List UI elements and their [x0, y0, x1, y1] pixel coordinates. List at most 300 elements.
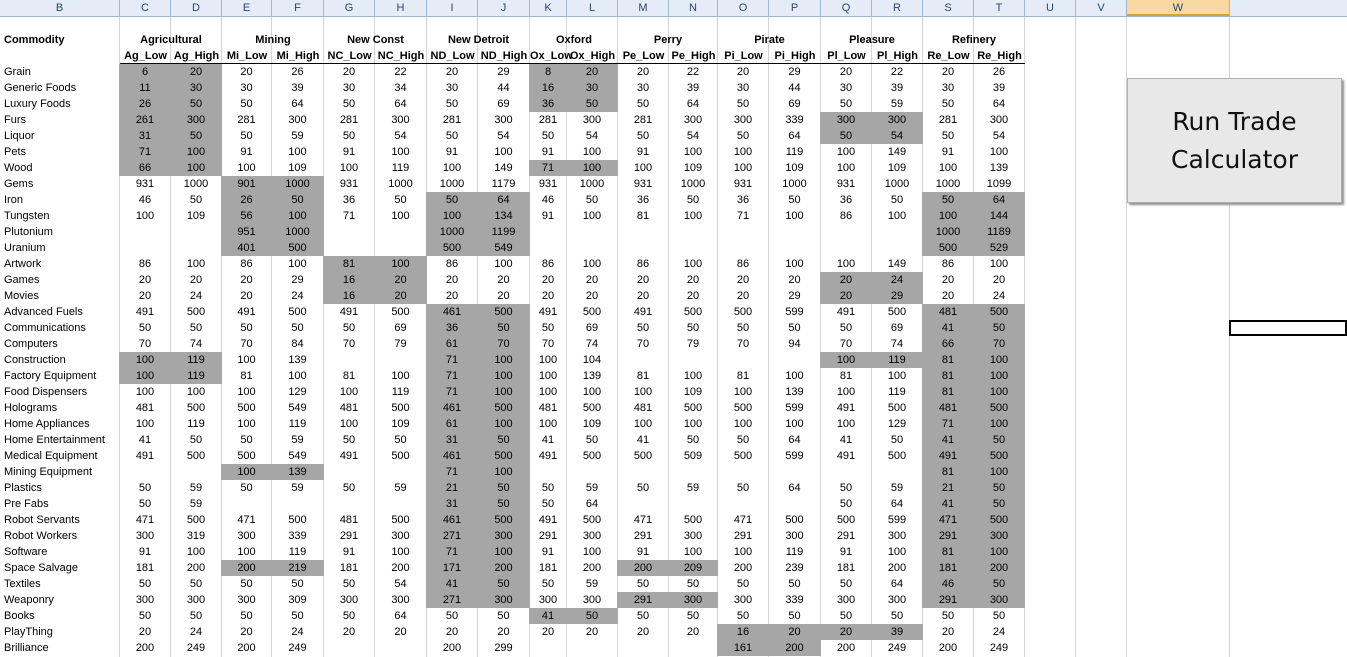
data-cell[interactable]: 119: [888, 386, 906, 398]
data-cell[interactable]: 50: [736, 610, 750, 622]
data-cell[interactable]: 599: [785, 450, 804, 462]
data-cell[interactable]: 491: [538, 514, 558, 526]
data-cell[interactable]: 20: [736, 66, 750, 78]
data-cell[interactable]: 300: [538, 594, 558, 606]
data-cell[interactable]: [323, 240, 375, 256]
data-cell[interactable]: 100: [887, 370, 907, 382]
data-cell[interactable]: 61: [426, 336, 478, 352]
data-cell[interactable]: 69: [394, 322, 407, 334]
group-header[interactable]: Pirate: [754, 34, 785, 46]
data-cell[interactable]: 50: [973, 496, 1025, 512]
data-cell[interactable]: 181: [922, 560, 974, 576]
data-cell[interactable]: 481: [922, 400, 974, 416]
data-cell[interactable]: 200: [221, 560, 272, 576]
data-cell[interactable]: 291: [922, 528, 974, 544]
data-cell[interactable]: 59: [291, 130, 304, 142]
data-cell[interactable]: 20: [768, 624, 821, 640]
data-cell[interactable]: 46: [541, 194, 555, 206]
data-cell[interactable]: 291: [733, 530, 753, 542]
data-cell[interactable]: 71: [736, 210, 750, 222]
data-cell[interactable]: 20: [497, 290, 510, 302]
data-cell[interactable]: 100: [922, 208, 974, 224]
data-cell[interactable]: 69: [585, 322, 599, 334]
data-cell[interactable]: 22: [890, 66, 904, 78]
data-cell[interactable]: 500: [271, 240, 324, 256]
column-header-F[interactable]: F: [272, 0, 324, 16]
data-cell[interactable]: 69: [497, 98, 510, 110]
data-cell[interactable]: 26: [221, 192, 272, 208]
data-cell[interactable]: 79: [394, 338, 407, 350]
data-cell[interactable]: 20: [138, 274, 152, 286]
data-cell[interactable]: 50: [941, 98, 955, 110]
data-cell[interactable]: 100: [237, 386, 256, 398]
data-cell[interactable]: 86: [445, 258, 459, 270]
data-cell[interactable]: 200: [733, 562, 753, 574]
data-cell[interactable]: 339: [288, 530, 307, 542]
commodity-name[interactable]: Robot Workers: [4, 530, 78, 542]
column-header-J[interactable]: J: [478, 0, 530, 16]
data-cell[interactable]: 500: [391, 306, 410, 318]
data-cell[interactable]: 20: [240, 290, 253, 302]
data-cell[interactable]: [717, 240, 769, 256]
data-cell[interactable]: 50: [788, 194, 801, 206]
data-cell[interactable]: 20: [445, 626, 459, 638]
data-cell[interactable]: 79: [686, 338, 700, 350]
data-cell[interactable]: 20: [497, 274, 510, 286]
data-cell[interactable]: 54: [871, 128, 923, 144]
data-cell[interactable]: [374, 464, 427, 480]
data-cell[interactable]: 20: [342, 626, 356, 638]
data-cell[interactable]: 50: [342, 322, 356, 334]
group-header[interactable]: Agricultural: [140, 34, 202, 46]
data-cell[interactable]: 50: [541, 130, 555, 142]
data-cell[interactable]: 36: [636, 194, 650, 206]
data-cell[interactable]: [374, 640, 427, 656]
commodity-name[interactable]: Movies: [4, 290, 39, 302]
data-cell[interactable]: 64: [477, 192, 530, 208]
data-cell[interactable]: 20: [541, 274, 555, 286]
data-cell[interactable]: 71: [529, 160, 567, 176]
data-cell[interactable]: 21: [426, 480, 478, 496]
data-cell[interactable]: 100: [785, 210, 804, 222]
data-cell[interactable]: 300: [668, 592, 718, 608]
data-cell[interactable]: 50: [394, 434, 407, 446]
data-cell[interactable]: 100: [633, 418, 653, 430]
sub-header-low[interactable]: Re_Low: [923, 48, 974, 64]
data-cell[interactable]: 100: [989, 258, 1009, 270]
data-cell[interactable]: [871, 224, 923, 240]
run-trade-calculator-button[interactable]: Run Trade Calculator: [1127, 78, 1342, 203]
data-cell[interactable]: 50: [477, 432, 530, 448]
data-cell[interactable]: 50: [686, 434, 700, 446]
data-cell[interactable]: 86: [839, 210, 853, 222]
data-cell[interactable]: 549: [477, 240, 530, 256]
data-cell[interactable]: 500: [391, 402, 410, 414]
data-cell[interactable]: 74: [890, 338, 904, 350]
data-cell[interactable]: 1099: [986, 178, 1012, 190]
data-cell[interactable]: 100: [785, 370, 804, 382]
data-cell[interactable]: 56: [221, 208, 272, 224]
data-cell[interactable]: 20: [736, 290, 750, 302]
data-cell[interactable]: 39: [686, 82, 700, 94]
data-cell[interactable]: 24: [189, 290, 203, 302]
data-cell[interactable]: 61: [426, 416, 478, 432]
data-cell[interactable]: 119: [785, 146, 804, 158]
sub-header-low[interactable]: Pi_Low: [718, 48, 769, 64]
group-header[interactable]: Perry: [653, 34, 683, 46]
data-cell[interactable]: [668, 640, 718, 656]
data-cell[interactable]: 50: [291, 610, 304, 622]
data-cell[interactable]: 64: [890, 498, 904, 510]
group-header[interactable]: Mining: [255, 34, 291, 46]
data-cell[interactable]: 1000: [426, 224, 478, 240]
column-header-V[interactable]: V: [1076, 0, 1127, 16]
data-cell[interactable]: 71: [426, 368, 478, 384]
column-header-R[interactable]: R: [872, 0, 923, 16]
data-cell[interactable]: 31: [426, 432, 478, 448]
column-header-B[interactable]: B: [0, 0, 120, 16]
data-cell[interactable]: 50: [736, 98, 750, 110]
data-cell[interactable]: 1000: [935, 178, 961, 190]
data-cell[interactable]: 50: [736, 130, 750, 142]
data-cell[interactable]: 100: [391, 146, 410, 158]
data-cell[interactable]: 119: [391, 162, 410, 174]
data-cell[interactable]: 951: [221, 224, 272, 240]
data-cell[interactable]: [323, 496, 375, 512]
data-cell[interactable]: 91: [240, 146, 253, 158]
data-cell[interactable]: 901: [221, 176, 272, 192]
data-cell[interactable]: 71: [426, 352, 478, 368]
data-cell[interactable]: 100: [683, 546, 703, 558]
data-cell[interactable]: 300: [973, 592, 1025, 608]
data-cell[interactable]: [717, 496, 769, 512]
data-cell[interactable]: 100: [683, 370, 703, 382]
data-cell[interactable]: 41: [541, 434, 555, 446]
data-cell[interactable]: 30: [839, 82, 853, 94]
data-cell[interactable]: 219: [271, 560, 324, 576]
data-cell[interactable]: 281: [237, 114, 256, 126]
data-cell[interactable]: 30: [240, 82, 253, 94]
data-cell[interactable]: 81: [922, 368, 974, 384]
data-cell[interactable]: 50: [541, 498, 555, 510]
commodity-name[interactable]: Plastics: [4, 482, 42, 494]
data-cell[interactable]: 20: [788, 274, 801, 286]
data-cell[interactable]: 20: [541, 290, 555, 302]
data-cell[interactable]: 491: [339, 450, 359, 462]
data-cell[interactable]: 39: [291, 82, 304, 94]
column-header-P[interactable]: P: [769, 0, 821, 16]
column-header-G[interactable]: G: [324, 0, 375, 16]
data-cell[interactable]: 281: [938, 114, 958, 126]
data-cell[interactable]: 50: [839, 578, 853, 590]
data-cell[interactable]: 300: [582, 594, 602, 606]
data-cell[interactable]: 1179: [491, 178, 516, 190]
data-cell[interactable]: 100: [119, 352, 171, 368]
data-cell[interactable]: 94: [788, 338, 801, 350]
commodity-name[interactable]: Communications: [4, 322, 86, 334]
data-cell[interactable]: 200: [391, 562, 410, 574]
data-cell[interactable]: 100: [733, 546, 753, 558]
data-cell[interactable]: 461: [426, 448, 478, 464]
data-cell[interactable]: 64: [890, 578, 904, 590]
data-cell[interactable]: 129: [887, 418, 907, 430]
column-header-D[interactable]: D: [171, 0, 222, 16]
data-cell[interactable]: 91: [138, 546, 152, 558]
data-cell[interactable]: [668, 496, 718, 512]
sub-header-high[interactable]: Pl_High: [872, 48, 923, 64]
data-cell[interactable]: 491: [538, 306, 558, 318]
data-cell[interactable]: 144: [973, 208, 1025, 224]
data-cell[interactable]: 599: [785, 402, 804, 414]
commodity-name[interactable]: Construction: [4, 354, 66, 366]
data-cell[interactable]: 50: [240, 578, 253, 590]
commodity-name[interactable]: Holograms: [4, 402, 58, 414]
data-cell[interactable]: 66: [922, 336, 974, 352]
data-cell[interactable]: 20: [374, 272, 427, 288]
data-cell[interactable]: 500: [186, 514, 206, 526]
data-cell[interactable]: 139: [989, 162, 1009, 174]
data-cell[interactable]: 300: [582, 114, 602, 126]
sub-header-high[interactable]: Pe_High: [669, 48, 718, 64]
data-cell[interactable]: 100: [633, 386, 653, 398]
commodity-name[interactable]: Gems: [4, 178, 34, 190]
data-cell[interactable]: 249: [288, 642, 307, 654]
data-cell[interactable]: 50: [839, 322, 853, 334]
data-cell[interactable]: 119: [170, 352, 222, 368]
column-header-L[interactable]: L: [567, 0, 618, 16]
data-cell[interactable]: 491: [135, 306, 155, 318]
data-cell[interactable]: 84: [291, 338, 304, 350]
data-cell[interactable]: 500: [733, 450, 753, 462]
group-header[interactable]: New Detroit: [447, 34, 510, 46]
data-cell[interactable]: 200: [973, 560, 1025, 576]
data-cell[interactable]: 100: [288, 258, 307, 270]
commodity-name[interactable]: Wood: [4, 162, 33, 174]
data-cell[interactable]: 50: [973, 320, 1025, 336]
commodity-name[interactable]: Uranium: [4, 242, 46, 254]
data-cell[interactable]: 81: [636, 370, 650, 382]
data-cell[interactable]: 91: [941, 146, 955, 158]
data-cell[interactable]: 500: [836, 514, 856, 526]
data-cell[interactable]: 100: [785, 258, 804, 270]
data-cell[interactable]: [529, 464, 567, 480]
data-cell[interactable]: 54: [497, 130, 510, 142]
data-cell[interactable]: 64: [291, 98, 304, 110]
data-cell[interactable]: 181: [339, 562, 359, 574]
data-cell[interactable]: 41: [922, 432, 974, 448]
data-cell[interactable]: 500: [887, 450, 907, 462]
data-cell[interactable]: 300: [170, 112, 222, 128]
data-cell[interactable]: 500: [973, 512, 1025, 528]
sub-header-high[interactable]: Ag_High: [171, 48, 222, 64]
data-cell[interactable]: 931: [836, 178, 856, 190]
data-cell[interactable]: 500: [683, 402, 703, 414]
commodity-name[interactable]: Pre Fabs: [4, 498, 49, 510]
data-cell[interactable]: 300: [135, 530, 155, 542]
data-cell[interactable]: 109: [683, 386, 703, 398]
data-cell[interactable]: 50: [477, 480, 530, 496]
data-cell[interactable]: 100: [973, 416, 1025, 432]
data-cell[interactable]: 20: [445, 66, 459, 78]
data-cell[interactable]: 300: [582, 530, 602, 542]
data-cell[interactable]: 64: [788, 482, 801, 494]
data-cell[interactable]: [566, 640, 618, 656]
data-cell[interactable]: 529: [973, 240, 1025, 256]
data-cell[interactable]: 299: [494, 642, 513, 654]
data-cell[interactable]: 500: [582, 402, 602, 414]
data-cell[interactable]: 29: [497, 66, 510, 78]
data-cell[interactable]: 100: [135, 386, 155, 398]
data-cell[interactable]: 6: [119, 64, 171, 80]
data-cell[interactable]: 509: [683, 450, 703, 462]
data-cell[interactable]: 50: [189, 434, 203, 446]
data-cell[interactable]: 54: [394, 130, 407, 142]
data-cell[interactable]: 64: [788, 130, 801, 142]
data-cell[interactable]: 100: [836, 162, 856, 174]
data-cell[interactable]: 50: [636, 610, 650, 622]
data-cell[interactable]: 1000: [579, 178, 605, 190]
data-cell[interactable]: [871, 464, 923, 480]
data-cell[interactable]: 149: [887, 258, 907, 270]
data-cell[interactable]: 20: [240, 274, 253, 286]
data-cell[interactable]: 134: [477, 208, 530, 224]
data-cell[interactable]: 401: [221, 240, 272, 256]
data-cell[interactable]: 471: [922, 512, 974, 528]
column-header-I[interactable]: I: [427, 0, 478, 16]
data-cell[interactable]: 500: [288, 306, 307, 318]
data-cell[interactable]: 50: [342, 130, 356, 142]
data-cell[interactable]: 91: [839, 546, 853, 558]
data-cell[interactable]: 50: [291, 322, 304, 334]
data-cell[interactable]: 149: [887, 146, 907, 158]
data-cell[interactable]: 491: [922, 448, 974, 464]
data-cell[interactable]: 100: [683, 418, 703, 430]
data-cell[interactable]: [668, 224, 718, 240]
data-cell[interactable]: 109: [391, 418, 410, 430]
data-cell[interactable]: 20: [170, 64, 222, 80]
data-cell[interactable]: 500: [887, 306, 907, 318]
data-cell[interactable]: 22: [686, 66, 700, 78]
data-cell[interactable]: 50: [636, 98, 650, 110]
data-cell[interactable]: 1000: [680, 178, 706, 190]
commodity-header[interactable]: Commodity: [4, 34, 65, 46]
data-cell[interactable]: 100: [538, 386, 558, 398]
data-cell[interactable]: 20: [138, 626, 152, 638]
column-header-W[interactable]: W: [1127, 0, 1230, 16]
data-cell[interactable]: 69: [890, 322, 904, 334]
data-cell[interactable]: 50: [839, 98, 853, 110]
data-cell[interactable]: 50: [342, 98, 356, 110]
data-cell[interactable]: 300: [871, 112, 923, 128]
data-cell[interactable]: 20: [585, 290, 599, 302]
data-cell[interactable]: 100: [221, 464, 272, 480]
data-cell[interactable]: [566, 464, 618, 480]
data-cell[interactable]: 1000: [271, 224, 324, 240]
data-cell[interactable]: 100: [477, 352, 530, 368]
data-cell[interactable]: 491: [836, 306, 856, 318]
data-cell[interactable]: 20: [636, 290, 650, 302]
column-header-Q[interactable]: Q: [821, 0, 872, 16]
data-cell[interactable]: 100: [582, 210, 602, 222]
data-cell[interactable]: [717, 352, 769, 368]
data-cell[interactable]: 481: [633, 402, 653, 414]
data-cell[interactable]: 100: [339, 418, 359, 430]
data-cell[interactable]: 50: [138, 322, 152, 334]
data-cell[interactable]: 71: [119, 144, 171, 160]
data-cell[interactable]: 100: [135, 418, 155, 430]
data-cell[interactable]: 500: [785, 514, 804, 526]
data-cell[interactable]: 1000: [183, 178, 209, 190]
data-cell[interactable]: 100: [582, 546, 602, 558]
data-cell[interactable]: 500: [477, 304, 530, 320]
data-cell[interactable]: 471: [633, 514, 653, 526]
data-cell[interactable]: 50: [890, 610, 904, 622]
sub-header-low[interactable]: NC_Low: [324, 48, 375, 64]
data-cell[interactable]: 200: [135, 642, 155, 654]
data-cell[interactable]: 70: [736, 338, 750, 350]
commodity-name[interactable]: Luxury Foods: [4, 98, 71, 110]
data-cell[interactable]: 500: [582, 450, 602, 462]
data-cell[interactable]: 249: [186, 642, 206, 654]
data-cell[interactable]: 100: [582, 386, 602, 398]
data-cell[interactable]: 50: [973, 432, 1025, 448]
data-cell[interactable]: 139: [582, 370, 602, 382]
data-cell[interactable]: 291: [633, 530, 653, 542]
data-cell[interactable]: 491: [538, 450, 558, 462]
commodity-name[interactable]: Tungsten: [4, 210, 50, 222]
data-cell[interactable]: 281: [538, 114, 558, 126]
data-cell[interactable]: 50: [541, 322, 555, 334]
data-cell[interactable]: 50: [890, 194, 904, 206]
data-cell[interactable]: [768, 496, 821, 512]
commodity-name[interactable]: PlayThing: [4, 626, 53, 638]
data-cell[interactable]: [768, 240, 821, 256]
data-cell[interactable]: 50: [922, 192, 974, 208]
data-cell[interactable]: 200: [617, 560, 669, 576]
data-cell[interactable]: 50: [138, 498, 152, 510]
data-cell[interactable]: 54: [394, 578, 407, 590]
data-cell[interactable]: 100: [989, 146, 1009, 158]
data-cell[interactable]: 100: [973, 368, 1025, 384]
data-cell[interactable]: 100: [186, 546, 206, 558]
data-cell[interactable]: 1189: [973, 224, 1025, 240]
data-cell[interactable]: 200: [938, 642, 958, 654]
data-cell[interactable]: 300: [339, 594, 359, 606]
data-cell[interactable]: 481: [922, 304, 974, 320]
data-cell[interactable]: 100: [538, 354, 558, 366]
data-cell[interactable]: [170, 240, 222, 256]
data-cell[interactable]: 50: [240, 482, 253, 494]
data-cell[interactable]: 129: [288, 386, 307, 398]
group-header[interactable]: Pleasure: [849, 34, 895, 46]
data-cell[interactable]: 100: [538, 370, 558, 382]
data-cell[interactable]: 26: [291, 66, 304, 78]
data-cell[interactable]: 500: [973, 304, 1025, 320]
data-cell[interactable]: 24: [291, 290, 304, 302]
data-cell[interactable]: 64: [394, 98, 407, 110]
column-header-O[interactable]: O: [718, 0, 769, 16]
data-cell[interactable]: 50: [686, 578, 700, 590]
data-cell[interactable]: 200: [442, 642, 462, 654]
data-cell[interactable]: 100: [836, 386, 856, 398]
data-cell[interactable]: 39: [992, 82, 1006, 94]
data-cell[interactable]: 46: [138, 194, 152, 206]
data-cell[interactable]: 50: [686, 194, 700, 206]
data-cell[interactable]: 119: [391, 386, 410, 398]
data-cell[interactable]: 500: [477, 448, 530, 464]
data-cell[interactable]: 20: [686, 290, 700, 302]
data-cell[interactable]: 100: [973, 464, 1025, 480]
